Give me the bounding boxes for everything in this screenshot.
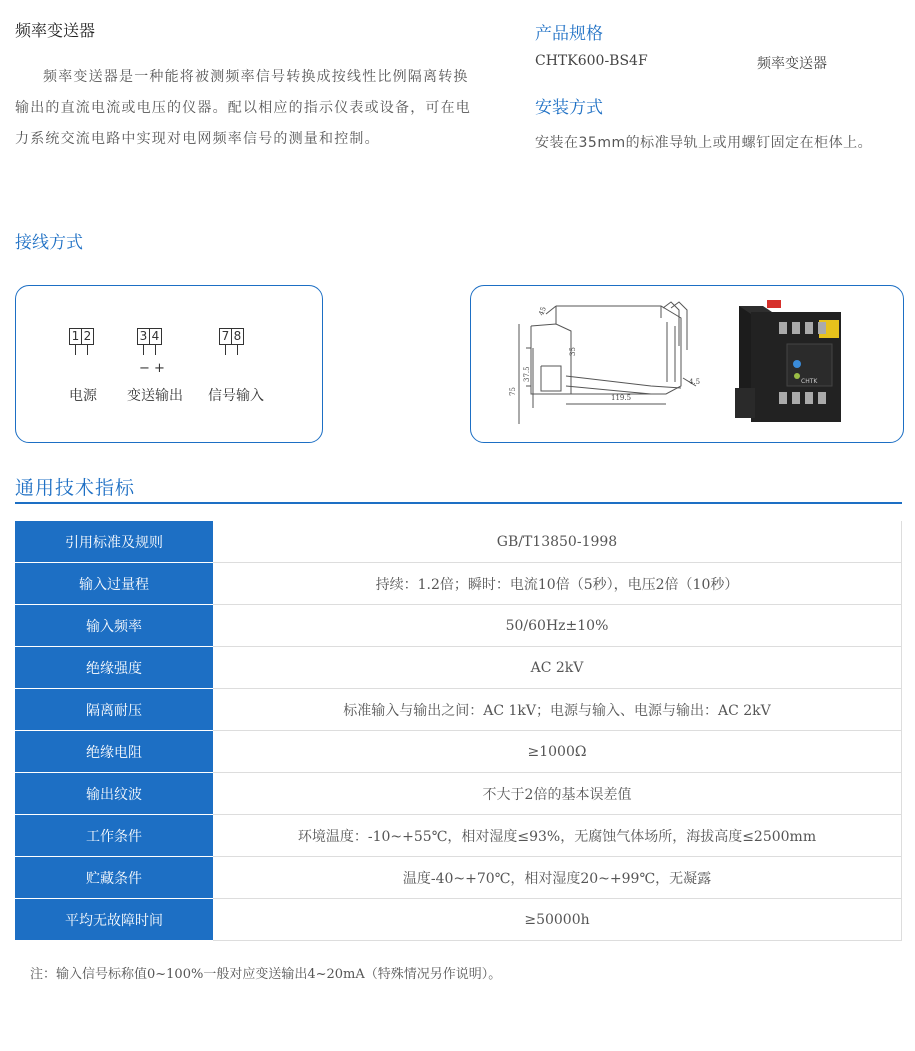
section-divider [15, 502, 902, 504]
spec-table [15, 521, 902, 941]
model-number: CHTK600-BS4F [535, 53, 648, 69]
table-row [15, 731, 902, 773]
table-row [15, 857, 902, 899]
wiring-label-output: 变送输出 [127, 388, 183, 404]
row-value: 不大于2倍的基本误差值 [213, 773, 902, 815]
row-key: 绝缘电阻 [15, 731, 213, 773]
table-row [15, 815, 902, 857]
row-key: 工作条件 [15, 815, 213, 857]
row-key: 绝缘强度 [15, 647, 213, 689]
dim-4-5: 4.5 [689, 378, 701, 386]
row-value: 50/60Hz±10% [213, 605, 902, 647]
dim-119-5: 119.5 [611, 394, 632, 402]
dim-75: 75 [509, 387, 517, 396]
row-value: 持续：1.2倍；瞬时：电流10倍（5秒），电压2倍（10秒） [213, 563, 902, 605]
table-row [15, 521, 902, 563]
row-key: 输出纹波 [15, 773, 213, 815]
photo-logo: CHTK [801, 378, 818, 385]
row-value: 温度-40~+70℃，相对湿度20~+99℃，无凝露 [213, 857, 902, 899]
product-heading: 频率变送器 [15, 21, 96, 40]
lead-line [237, 345, 238, 355]
wiring-diagram-box [15, 285, 323, 443]
row-value: 标准输入与输出之间：AC 1kV；电源与输入、电源与输出：AC 2kV [213, 689, 902, 731]
install-text: 安装在35mm的标准导轨上或用螺钉固定在柜体上。 [535, 135, 873, 151]
terminal-3: 3 [137, 328, 150, 345]
product-photo [735, 292, 865, 437]
wiring-label-power: 电源 [69, 388, 97, 404]
wiring-heading: 接线方式 [15, 233, 83, 253]
row-key: 隔离耐压 [15, 689, 213, 731]
terminal-1: 1 [69, 328, 82, 345]
table-row [15, 563, 902, 605]
row-key: 输入过量程 [15, 563, 213, 605]
row-value: 环境温度：-10~+55℃，相对湿度≤93%，无腐蚀气体场所，海拔高度≤2500mm [213, 815, 902, 857]
general-heading: 通用技术指标 [15, 477, 136, 499]
table-row [15, 773, 902, 815]
wiring-label-input: 信号输入 [208, 388, 264, 404]
lead-line [225, 345, 226, 355]
lead-line [143, 345, 144, 355]
dim-35: 35 [569, 347, 577, 356]
table-row [15, 647, 902, 689]
terminal-group-input [219, 328, 244, 345]
row-value: ≥50000h [213, 899, 902, 941]
dimension-box [470, 285, 904, 443]
output-polarity: − + [139, 361, 165, 376]
row-key: 引用标准及规则 [15, 521, 213, 563]
lead-line [75, 345, 76, 355]
row-value: AC 2kV [213, 647, 902, 689]
table-row [15, 605, 902, 647]
terminal-group-output [137, 328, 162, 345]
table-row [15, 689, 902, 731]
lead-line [155, 345, 156, 355]
dim-45: 45 [537, 305, 548, 317]
row-key: 贮藏条件 [15, 857, 213, 899]
dim-37-5: 37.5 [523, 366, 531, 382]
terminal-7: 7 [219, 328, 232, 345]
row-value: ≥1000Ω [213, 731, 902, 773]
table-row [15, 899, 902, 941]
terminal-2: 2 [81, 328, 94, 345]
terminal-8: 8 [231, 328, 244, 345]
model-name: 频率变送器 [757, 56, 827, 72]
row-key: 输入频率 [15, 605, 213, 647]
row-key: 平均无故障时间 [15, 899, 213, 941]
row-value: GB/T13850-1998 [213, 521, 902, 563]
install-heading: 安装方式 [535, 98, 603, 118]
footnote: 注：输入信号标称值0~100%一般对应变送输出4~20mA（特殊情况另作说明）。 [30, 967, 502, 982]
terminal-4: 4 [149, 328, 162, 345]
lead-line [87, 345, 88, 355]
spec-heading: 产品规格 [535, 24, 603, 44]
terminal-group-power [69, 328, 94, 345]
product-description: 频率变送器是一种能将被测频率信号转换成按线性比例隔离转换输出的直流电流或电压的仪器。配以相应的指示仪表或设备，可在电力系统交流电路中实现对电网频率信号的测量和控制。 [15, 69, 471, 147]
